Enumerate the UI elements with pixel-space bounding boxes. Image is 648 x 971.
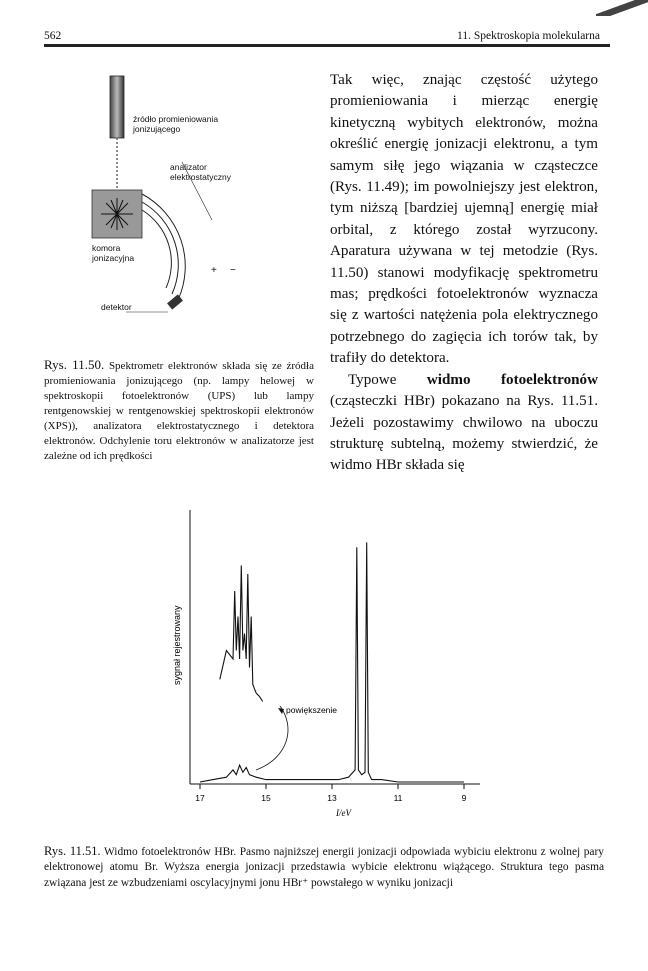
analyzer-electron-path [142,202,178,294]
label-plus: + [211,265,217,276]
annotation-label: powiększenie [286,705,338,715]
page-number: 562 [44,30,62,42]
series-line-spectrum [200,542,464,782]
page-corner-mark [596,0,648,16]
paragraph-1: Tak więc, znając częstość użytego promieniowania i mierząc energię kinetyczną wybitych elektronów, można określić energię jonizacji elektronu, a tym samym siłę jego wiązania w cząsteczce (Rys. 11.49); im powolniejszy jest elektron, tym niższą [bardziej ujemną] energię miał orbital, z którego został wyrzucony. Aparatura używana w tej metodzie (Rys. 11.50) stanowi modyfikację spektrometru mas; prędkości fotoelektronów wyznacza się z wartości natężenia pola elektrycznego potrzebnego do zagięcia ich torów tak, by trafiły do detektora. [330,72,598,367]
header-rule [44,44,610,47]
figure-caption-11-51 [44,844,604,891]
body-text [330,70,598,477]
lamp-icon [110,76,124,138]
bold-term: widmo fotoelektronów [426,371,598,388]
figure-caption-11-50 [44,357,314,464]
label-analyzer: analizator elektrostatyczny [170,162,231,182]
x-tick-label: 9 [461,793,467,803]
detector-icon [167,294,183,309]
x-tick-label: 11 [393,793,403,803]
x-axis-label: I/eV [336,808,351,818]
paragraph-2: Typowe widmo fotoelektronów (cząsteczki HBr) pokazano na Rys. 11.51. Jeżeli pozostawimy chwilowo na uboczu strukturę subtelną, możemy stwierdzić, że widmo HBr składa się [330,371,598,474]
caption-label: Rys. 11.51. [44,844,101,858]
x-tick-label: 15 [261,793,271,803]
label-source: źródło promieniowania jonizującego [133,114,219,134]
x-tick-label: 13 [327,793,337,803]
x-tick-label: 17 [195,793,205,803]
annotation-arrowhead [278,708,284,714]
running-header: 11. Spektroskopia molekularna [457,30,600,42]
analyzer-inner-plate [142,210,171,288]
label-chamber: komora jonizacyjna [92,243,135,263]
hbr-spectrum-chart [160,500,500,830]
y-axis-label: sygnał rejestrowany [172,605,182,685]
analyzer-outer-plate [142,194,185,300]
caption-text: Widmo fotoelektronów HBr. Pasmo najniższej energii jonizacji odpowiada wybiciu elektronu z wolnej pary elektronowej atomu Br. Wyższa energia jonizacji przedstawia wybicie elektronu wiążącego. Struktura tego pasma związana jest ze wzbudzeniami oscylacyjnymi jonu HBr⁺ powstałego w wyniku jonizacji [44,846,604,889]
spectrometer-diagram [86,72,286,332]
caption-label: Rys. 11.50. [44,357,105,372]
series-line-magnified [220,566,263,702]
label-detector: detektor [101,302,132,312]
label-minus: − [230,265,236,276]
annotation-arrow [256,706,288,770]
caption-text: Spektrometr elektronów składa się ze źródła promieniowania jonizującego (np. lampy helowej w spektroskopii fotoelektronów (UPS) lub lampy rentgenowskiej w rentgenowskiej spektroskopii elektronów (XPS)), analizatora elektrostatycznego i detektora elektronów. Odchylenie toru elektronów w analizatorze jest zależne od ich prędkości [44,360,314,462]
